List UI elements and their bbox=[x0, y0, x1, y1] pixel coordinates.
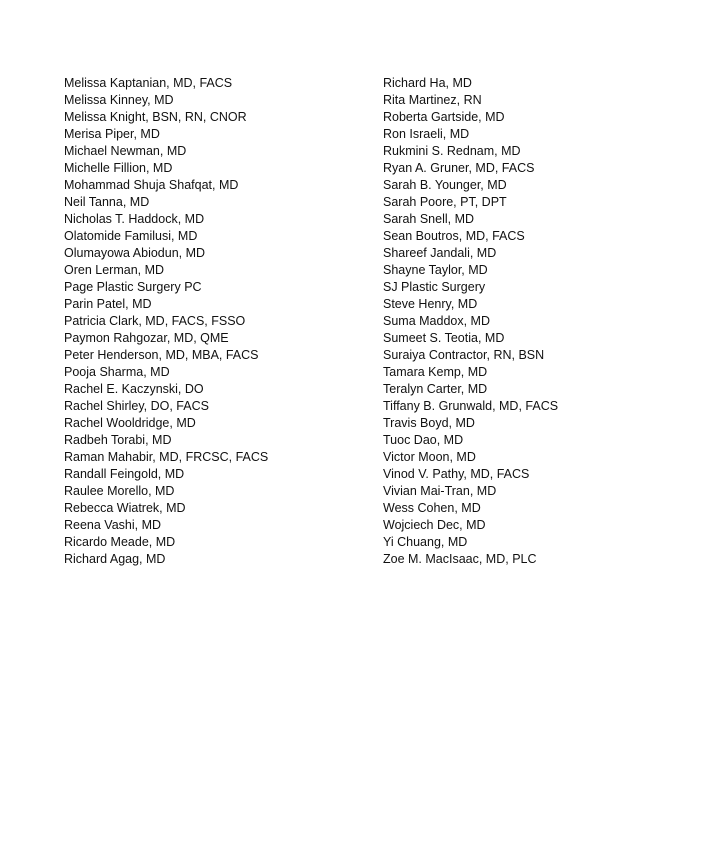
list-item: Tamara Kemp, MD bbox=[383, 365, 488, 379]
list-item: Patricia Clark, MD, FACS, FSSO bbox=[64, 314, 246, 328]
list-item: Rita Martinez, RN bbox=[383, 93, 482, 107]
list-item: Teralyn Carter, MD bbox=[383, 382, 488, 396]
list-item: Tiffany B. Grunwald, MD, FACS bbox=[383, 399, 559, 413]
list-item: Wess Cohen, MD bbox=[383, 501, 481, 515]
list-item: Mohammad Shuja Shafqat, MD bbox=[64, 178, 239, 192]
list-item: Ryan A. Gruner, MD, FACS bbox=[383, 161, 535, 175]
list-item: Tuoc Dao, MD bbox=[383, 433, 464, 447]
list-item: Sean Boutros, MD, FACS bbox=[383, 229, 525, 243]
list-item: Suraiya Contractor, RN, BSN bbox=[383, 348, 545, 362]
list-item: Reena Vashi, MD bbox=[64, 518, 162, 532]
list-item: Page Plastic Surgery PC bbox=[64, 280, 202, 294]
list-item: Richard Agag, MD bbox=[64, 552, 166, 566]
list-item: Raman Mahabir, MD, FRCSC, FACS bbox=[64, 450, 269, 464]
list-item: Radbeh Torabi, MD bbox=[64, 433, 172, 447]
list-item: Raulee Morello, MD bbox=[64, 484, 175, 498]
list-item: Melissa Knight, BSN, RN, CNOR bbox=[64, 110, 247, 124]
list-item: Shayne Taylor, MD bbox=[383, 263, 488, 277]
list-item: Neil Tanna, MD bbox=[64, 195, 150, 209]
left-name-column bbox=[64, 75, 364, 568]
list-item: Oren Lerman, MD bbox=[64, 263, 165, 277]
list-item: Shareef Jandali, MD bbox=[383, 246, 497, 260]
list-item: Michelle Fillion, MD bbox=[64, 161, 173, 175]
list-item: Paymon Rahgozar, MD, QME bbox=[64, 331, 229, 345]
list-item: SJ Plastic Surgery bbox=[383, 280, 486, 294]
list-item: Rebecca Wiatrek, MD bbox=[64, 501, 186, 515]
list-item: Parin Patel, MD bbox=[64, 297, 152, 311]
list-item: Olumayowa Abiodun, MD bbox=[64, 246, 206, 260]
list-item: Michael Newman, MD bbox=[64, 144, 187, 158]
list-item: Vinod V. Pathy, MD, FACS bbox=[383, 467, 530, 481]
list-item: Melissa Kinney, MD bbox=[64, 93, 174, 107]
list-item: Wojciech Dec, MD bbox=[383, 518, 486, 532]
list-item: Rukmini S. Rednam, MD bbox=[383, 144, 521, 158]
list-item: Randall Feingold, MD bbox=[64, 467, 185, 481]
list-item: Steve Henry, MD bbox=[383, 297, 478, 311]
list-item: Zoe M. MacIsaac, MD, PLC bbox=[383, 552, 537, 566]
list-item: Roberta Gartside, MD bbox=[383, 110, 505, 124]
list-item: Ricardo Meade, MD bbox=[64, 535, 176, 549]
list-item: Sarah B. Younger, MD bbox=[383, 178, 507, 192]
list-item: Olatomide Familusi, MD bbox=[64, 229, 198, 243]
list-item: Rachel Shirley, DO, FACS bbox=[64, 399, 209, 413]
list-item: Sarah Poore, PT, DPT bbox=[383, 195, 507, 209]
list-item: Vivian Mai-Tran, MD bbox=[383, 484, 497, 498]
list-item: Sarah Snell, MD bbox=[383, 212, 475, 226]
list-item: Sumeet S. Teotia, MD bbox=[383, 331, 505, 345]
list-item: Yi Chuang, MD bbox=[383, 535, 468, 549]
list-item: Travis Boyd, MD bbox=[383, 416, 475, 430]
list-item: Pooja Sharma, MD bbox=[64, 365, 170, 379]
list-item: Rachel E. Kaczynski, DO bbox=[64, 382, 204, 396]
list-item: Melissa Kaptanian, MD, FACS bbox=[64, 76, 233, 90]
list-item: Merisa Piper, MD bbox=[64, 127, 160, 141]
list-item: Ron Israeli, MD bbox=[383, 127, 470, 141]
right-name-column bbox=[383, 75, 703, 568]
list-item: Richard Ha, MD bbox=[383, 76, 472, 90]
list-item: Suma Maddox, MD bbox=[383, 314, 490, 328]
list-item: Nicholas T. Haddock, MD bbox=[64, 212, 205, 226]
list-item: Rachel Wooldridge, MD bbox=[64, 416, 196, 430]
list-item: Victor Moon, MD bbox=[383, 450, 476, 464]
list-item: Peter Henderson, MD, MBA, FACS bbox=[64, 348, 259, 362]
